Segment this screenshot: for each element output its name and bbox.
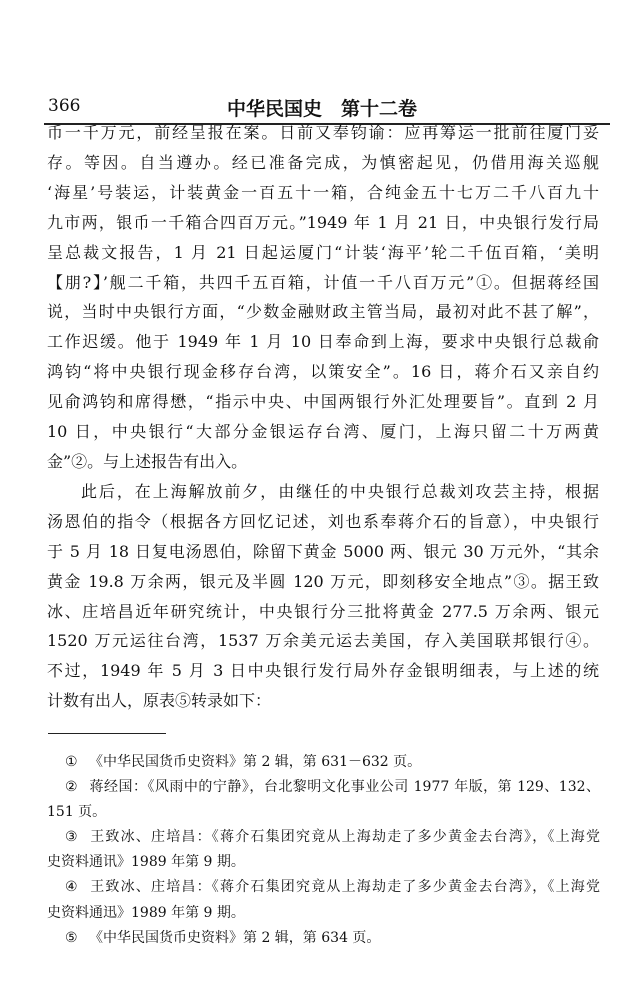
body-text [47, 118, 599, 716]
footnote-2-cont: 151 页。 [47, 804, 107, 821]
body-line: 九市两，银币一千箱合四百万元。”1949 年 1 月 21 日，中央银行发行局 [47, 212, 599, 232]
footnote-4-cont: 史资料通迅》1989 年第 9 期。 [47, 904, 245, 921]
body-line: 见俞鸿钧和席得懋，“指示中央、中国两银行外汇处理要旨”。直到 2 月 [47, 392, 599, 412]
body-line: 不过，1949 年 5 月 3 日中央银行发行局外存金银明细表，与上述的统 [47, 661, 599, 681]
body-line: 于 5 月 18 日复电汤恩伯，除留下黄金 5000 两、银元 30 万元外，“其余 [47, 541, 599, 561]
body-line: ‘海星’号装运，计装黄金一百五十一箱，合纯金五十七万二千八百九十 [47, 182, 599, 202]
footnote-text: 王致冰、庄培昌：《蒋介石集团究竟从上海劫走了多少黄金去台湾》，《上海党 [89, 829, 600, 846]
footnote-rule [48, 733, 166, 734]
footnote-mark: ⑤ [65, 929, 78, 946]
footnote-1 [47, 750, 600, 775]
footnote-text: 《中华民国货币史资料》第 2 辑，第 634 页。 [89, 929, 381, 946]
footnote-mark: ③ [65, 829, 78, 846]
footnote-mark: ① [65, 754, 78, 770]
body-line: 10 日，中央银行“大部分金银运存台湾、厦门，上海只留二十万两黄 [47, 422, 599, 442]
body-line: 1520 万元运往台湾，1537 万余美元运去美国，存入美国联邦银行④。 [47, 631, 599, 651]
footnotes [47, 750, 600, 951]
body-line: 工作迟缓。他于 1949 年 1 月 10 日奉命到上海，要求中央银行总裁俞 [47, 332, 599, 352]
body-line: 冰、庄培昌近年研究统计，中央银行分三批将黄金 277.5 万余两、银元 [47, 601, 599, 621]
footnote-text: 王致冰、庄培昌：《蒋介石集团究竟从上海劫走了多少黄金去台湾》，《上海党 [89, 879, 600, 896]
body-line: 币一千万元，前经呈报在案。日前又奉钧谕：应再筹运一批前往厦门妥 [47, 123, 599, 142]
body-line: 计数有出人，原表⑤转录如下： [47, 691, 272, 711]
page-number: 366 [48, 96, 81, 116]
footnote-5 [47, 926, 600, 951]
body-line: 金”②。与上述报告有出入。 [47, 451, 248, 471]
footnote-text: 《中华民国货币史资料》第 2 辑，第 631－632 页。 [89, 754, 422, 770]
footnote-text: 蒋经国：《风雨中的宁静》，台北黎明文化事业公司 1977 年版，第 129、132、 [89, 779, 600, 796]
footnote-2 [47, 775, 600, 800]
footnote-mark: ④ [65, 879, 78, 896]
body-line: 呈总裁文报告，1 月 21 日起运厦门“计装‘海平’轮二千伍百箱，‘美明 [47, 242, 599, 262]
body-line: 说，当时中央银行方面，“少数金融财政主管当局，最初对此不甚了解”， [47, 302, 599, 322]
footnote-3-cont: 史资料通讯》1989 年第 9 期。 [47, 854, 245, 871]
running-title: 中华民国史 第十二卷 [226, 98, 417, 120]
body-line: 此后，在上海解放前夕，由继任的中央银行总裁刘攻芸主持，根据 [81, 481, 599, 501]
body-line: 鸿钧“将中央银行现金移存台湾，以策安全”。16 日，蒋介石又亲自约 [47, 362, 599, 382]
body-line: 汤恩伯的指令（根据各方回忆记述，刘也系奉蒋介石的旨意），中央银行 [47, 511, 599, 531]
body-line: 黄金 19.8 万余两，银元及半圆 120 万元，即刻移安全地点”③。据王致 [47, 571, 599, 591]
body-line: 存。等因。自当遵办。经已准备完成，为慎密起见，仍借用海关巡舰 [47, 152, 599, 172]
footnote-4 [47, 875, 600, 900]
footnote-mark: ② [65, 779, 78, 796]
footnote-3 [47, 825, 600, 850]
body-line: 【朋?】’舰二千箱，共四千五百箱，计值一千八百万元”①。但据蒋经国 [47, 272, 599, 292]
